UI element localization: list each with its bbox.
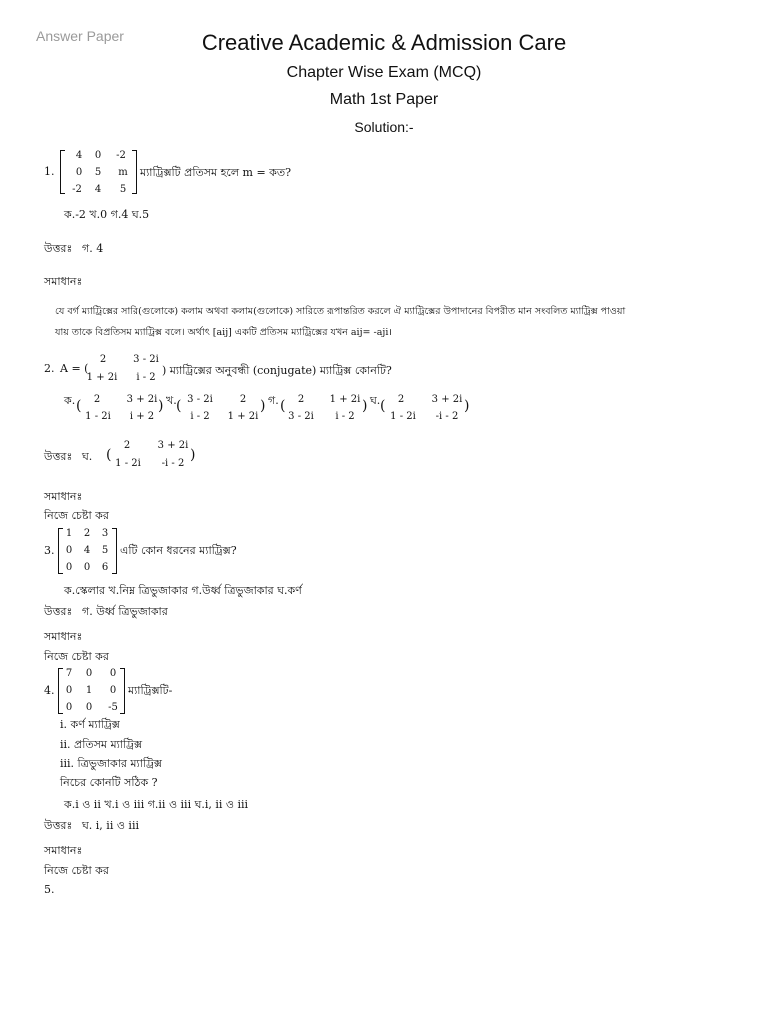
q3-answer: গ. উর্ধ্ব ত্রিভুজাকার <box>82 605 168 618</box>
q2-answer-prefix: ঘ. <box>82 450 93 463</box>
q1-question: ম্যাট্রিক্সটি প্রতিসম হলে m = কত? <box>140 166 292 179</box>
q2-number: 2. <box>44 362 55 375</box>
q2-option-label: ঘ. <box>370 394 381 407</box>
matrix-cell: 0 <box>75 167 83 178</box>
q5-number: 5. <box>44 883 55 896</box>
matrix-cell: 1 <box>65 528 73 539</box>
matrix-cell: 3 - 2i <box>133 354 159 365</box>
matrix-cell: 0 <box>85 702 93 713</box>
matrix-cell: 4 <box>94 184 102 195</box>
paren-close: ) <box>190 447 196 463</box>
paren-open: ( <box>76 398 82 414</box>
q2-prefix: A = ( <box>60 362 89 375</box>
q2-option-label: খ. <box>166 394 177 407</box>
matrix-cell: 1 + 2i <box>329 394 361 405</box>
q3-number: 3. <box>44 544 55 557</box>
paren-open: ( <box>280 398 286 414</box>
matrix-cell: 4 <box>75 150 83 161</box>
exam-subtitle: Chapter Wise Exam (MCQ) <box>286 64 482 81</box>
q1-solution-line2: যায় তাকে বিপ্রতিসম ম্যাট্রিক্স বলে। অর্থাৎ [aij] একটি প্রতিসম ম্যাট্রিক্সের যখন aij= -aji। <box>55 327 392 338</box>
matrix-cell: -5 <box>108 702 118 713</box>
matrix-cell: 3 - 2i <box>187 394 213 405</box>
matrix-cell: 1 - 2i <box>85 411 111 422</box>
matrix-cell: 0 <box>85 668 93 679</box>
q4-solution-label: সমাধানঃ <box>44 844 83 857</box>
matrix-cell: 2 <box>239 394 247 405</box>
matrix-cell: -i - 2 <box>161 458 185 469</box>
matrix-cell: i - 2 <box>190 411 210 422</box>
q3-answer-label: উত্তরঃ <box>44 605 73 618</box>
q4-statement-2: ii. প্রতিসম ম্যাট্রিক্স <box>60 738 143 751</box>
q4-answer-label: উত্তরঃ <box>44 819 73 832</box>
q4-question-prompt: নিচের কোনটি সঠিক ? <box>60 776 158 789</box>
matrix-cell: 5 <box>119 184 127 195</box>
paren-close: ) <box>362 398 368 414</box>
matrix-cell: 1 + 2i <box>227 411 259 422</box>
q1-options: ক.-2 খ.0 গ.4 ঘ.5 <box>64 208 150 221</box>
q4-question: ম্যাট্রিক্সটি- <box>128 684 173 697</box>
q1-solution-label: সমাধানঃ <box>44 275 83 288</box>
matrix-cell: 0 <box>109 668 117 679</box>
q1-answer: গ. 4 <box>82 242 104 255</box>
q3-options: ক.স্কেলার খ.নিম্ন ত্রিভুজাকার গ.উর্ধ্ব ত্রিভুজাকার ঘ.কর্ণ <box>64 584 302 597</box>
matrix-cell: i - 2 <box>136 372 156 383</box>
solution-heading: Solution:- <box>354 119 414 135</box>
q4-solution: নিজে চেষ্টা কর <box>44 864 109 877</box>
matrix-cell: 3 <box>101 528 109 539</box>
matrix-cell: 1 - 2i <box>115 458 141 469</box>
matrix-cell: 6 <box>101 562 109 573</box>
paren-close: ) <box>158 398 164 414</box>
matrix-cell: 3 + 2i <box>431 394 463 405</box>
q2-option-label: গ. <box>268 394 279 407</box>
paren-close: ) <box>464 398 470 414</box>
matrix-cell: 2 <box>93 394 101 405</box>
matrix-cell: 3 + 2i <box>126 394 158 405</box>
q4-number: 4. <box>44 684 55 697</box>
matrix-cell: 7 <box>65 668 73 679</box>
matrix-cell: 2 <box>123 440 131 451</box>
matrix-cell: 2 <box>99 354 107 365</box>
paren-open: ( <box>176 398 182 414</box>
matrix-cell: 2 <box>297 394 305 405</box>
matrix-cell: -2 <box>72 184 82 195</box>
q3-solution: নিজে চেষ্টা কর <box>44 650 109 663</box>
paren-open: ( <box>106 447 112 463</box>
matrix-cell: 5 <box>101 545 109 556</box>
matrix-cell: 0 <box>83 562 91 573</box>
q4-answer: ঘ. i, ii ও iii <box>82 819 139 832</box>
q1-solution-line1: যে বর্গ ম্যাট্রিক্সের সারি(গুলোকে) কলাম অথবা কলাম(গুলোকে) সারিতে রূপান্তরিত করলে ঐ ম্যাট্রিক্সের উপাদানের বিপরীত মান সংবলিত ম্যাট্রিক্স পাওয়া <box>55 306 626 317</box>
matrix-cell: i - 2 <box>335 411 355 422</box>
paper-name: Math 1st Paper <box>329 91 439 108</box>
matrix-cell: 0 <box>94 150 102 161</box>
q2-solution: নিজে চেষ্টা কর <box>44 509 109 522</box>
matrix-cell: 2 <box>83 528 91 539</box>
q1-matrix-left-bracket <box>60 150 65 194</box>
matrix-cell: 0 <box>65 545 73 556</box>
matrix-cell: -2 <box>116 150 126 161</box>
matrix-cell: -i - 2 <box>435 411 459 422</box>
q2-option-label: ক. <box>64 394 76 407</box>
page-title: Creative Academic & Admission Care <box>201 30 567 55</box>
matrix-cell: 3 + 2i <box>157 440 189 451</box>
q2-question: ) ম্যাট্রিক্সের অনুবন্ধী (conjugate) ম্যাট্রিক্স কোনটি? <box>162 364 392 377</box>
matrix-cell: 1 + 2i <box>86 372 118 383</box>
q1-answer-label: উত্তরঃ <box>44 242 73 255</box>
q1-number: 1. <box>44 165 55 178</box>
q2-solution-label: সমাধানঃ <box>44 490 83 503</box>
paren-close: ) <box>260 398 266 414</box>
matrix-cell: 0 <box>65 685 73 696</box>
matrix-cell: 3 - 2i <box>288 411 314 422</box>
q4-statement-1: i. কর্ণ ম্যাট্রিক্স <box>60 718 120 731</box>
paren-open: ( <box>380 398 386 414</box>
matrix-cell: 0 <box>109 685 117 696</box>
matrix-cell: 2 <box>397 394 405 405</box>
matrix-cell: 0 <box>65 702 73 713</box>
matrix-cell: 5 <box>94 167 102 178</box>
q4-statement-3: iii. ত্রিভুজাকার ম্যাট্রিক্স <box>60 757 162 770</box>
q3-question: এটি কোন ধরনের ম্যাট্রিক্স? <box>120 544 237 557</box>
answer-paper-tag: Answer Paper <box>36 28 124 44</box>
matrix-cell: i + 2 <box>129 411 155 422</box>
matrix-cell: m <box>118 167 128 178</box>
q3-solution-label: সমাধানঃ <box>44 630 83 643</box>
matrix-cell: 0 <box>65 562 73 573</box>
matrix-cell: 1 - 2i <box>390 411 416 422</box>
q4-options: ক.i ও ii খ.i ও iii গ.ii ও iii ঘ.i, ii ও iii <box>64 798 249 811</box>
matrix-cell: 1 <box>85 685 93 696</box>
q2-answer-label: উত্তরঃ <box>44 450 73 463</box>
matrix-cell: 4 <box>83 545 91 556</box>
